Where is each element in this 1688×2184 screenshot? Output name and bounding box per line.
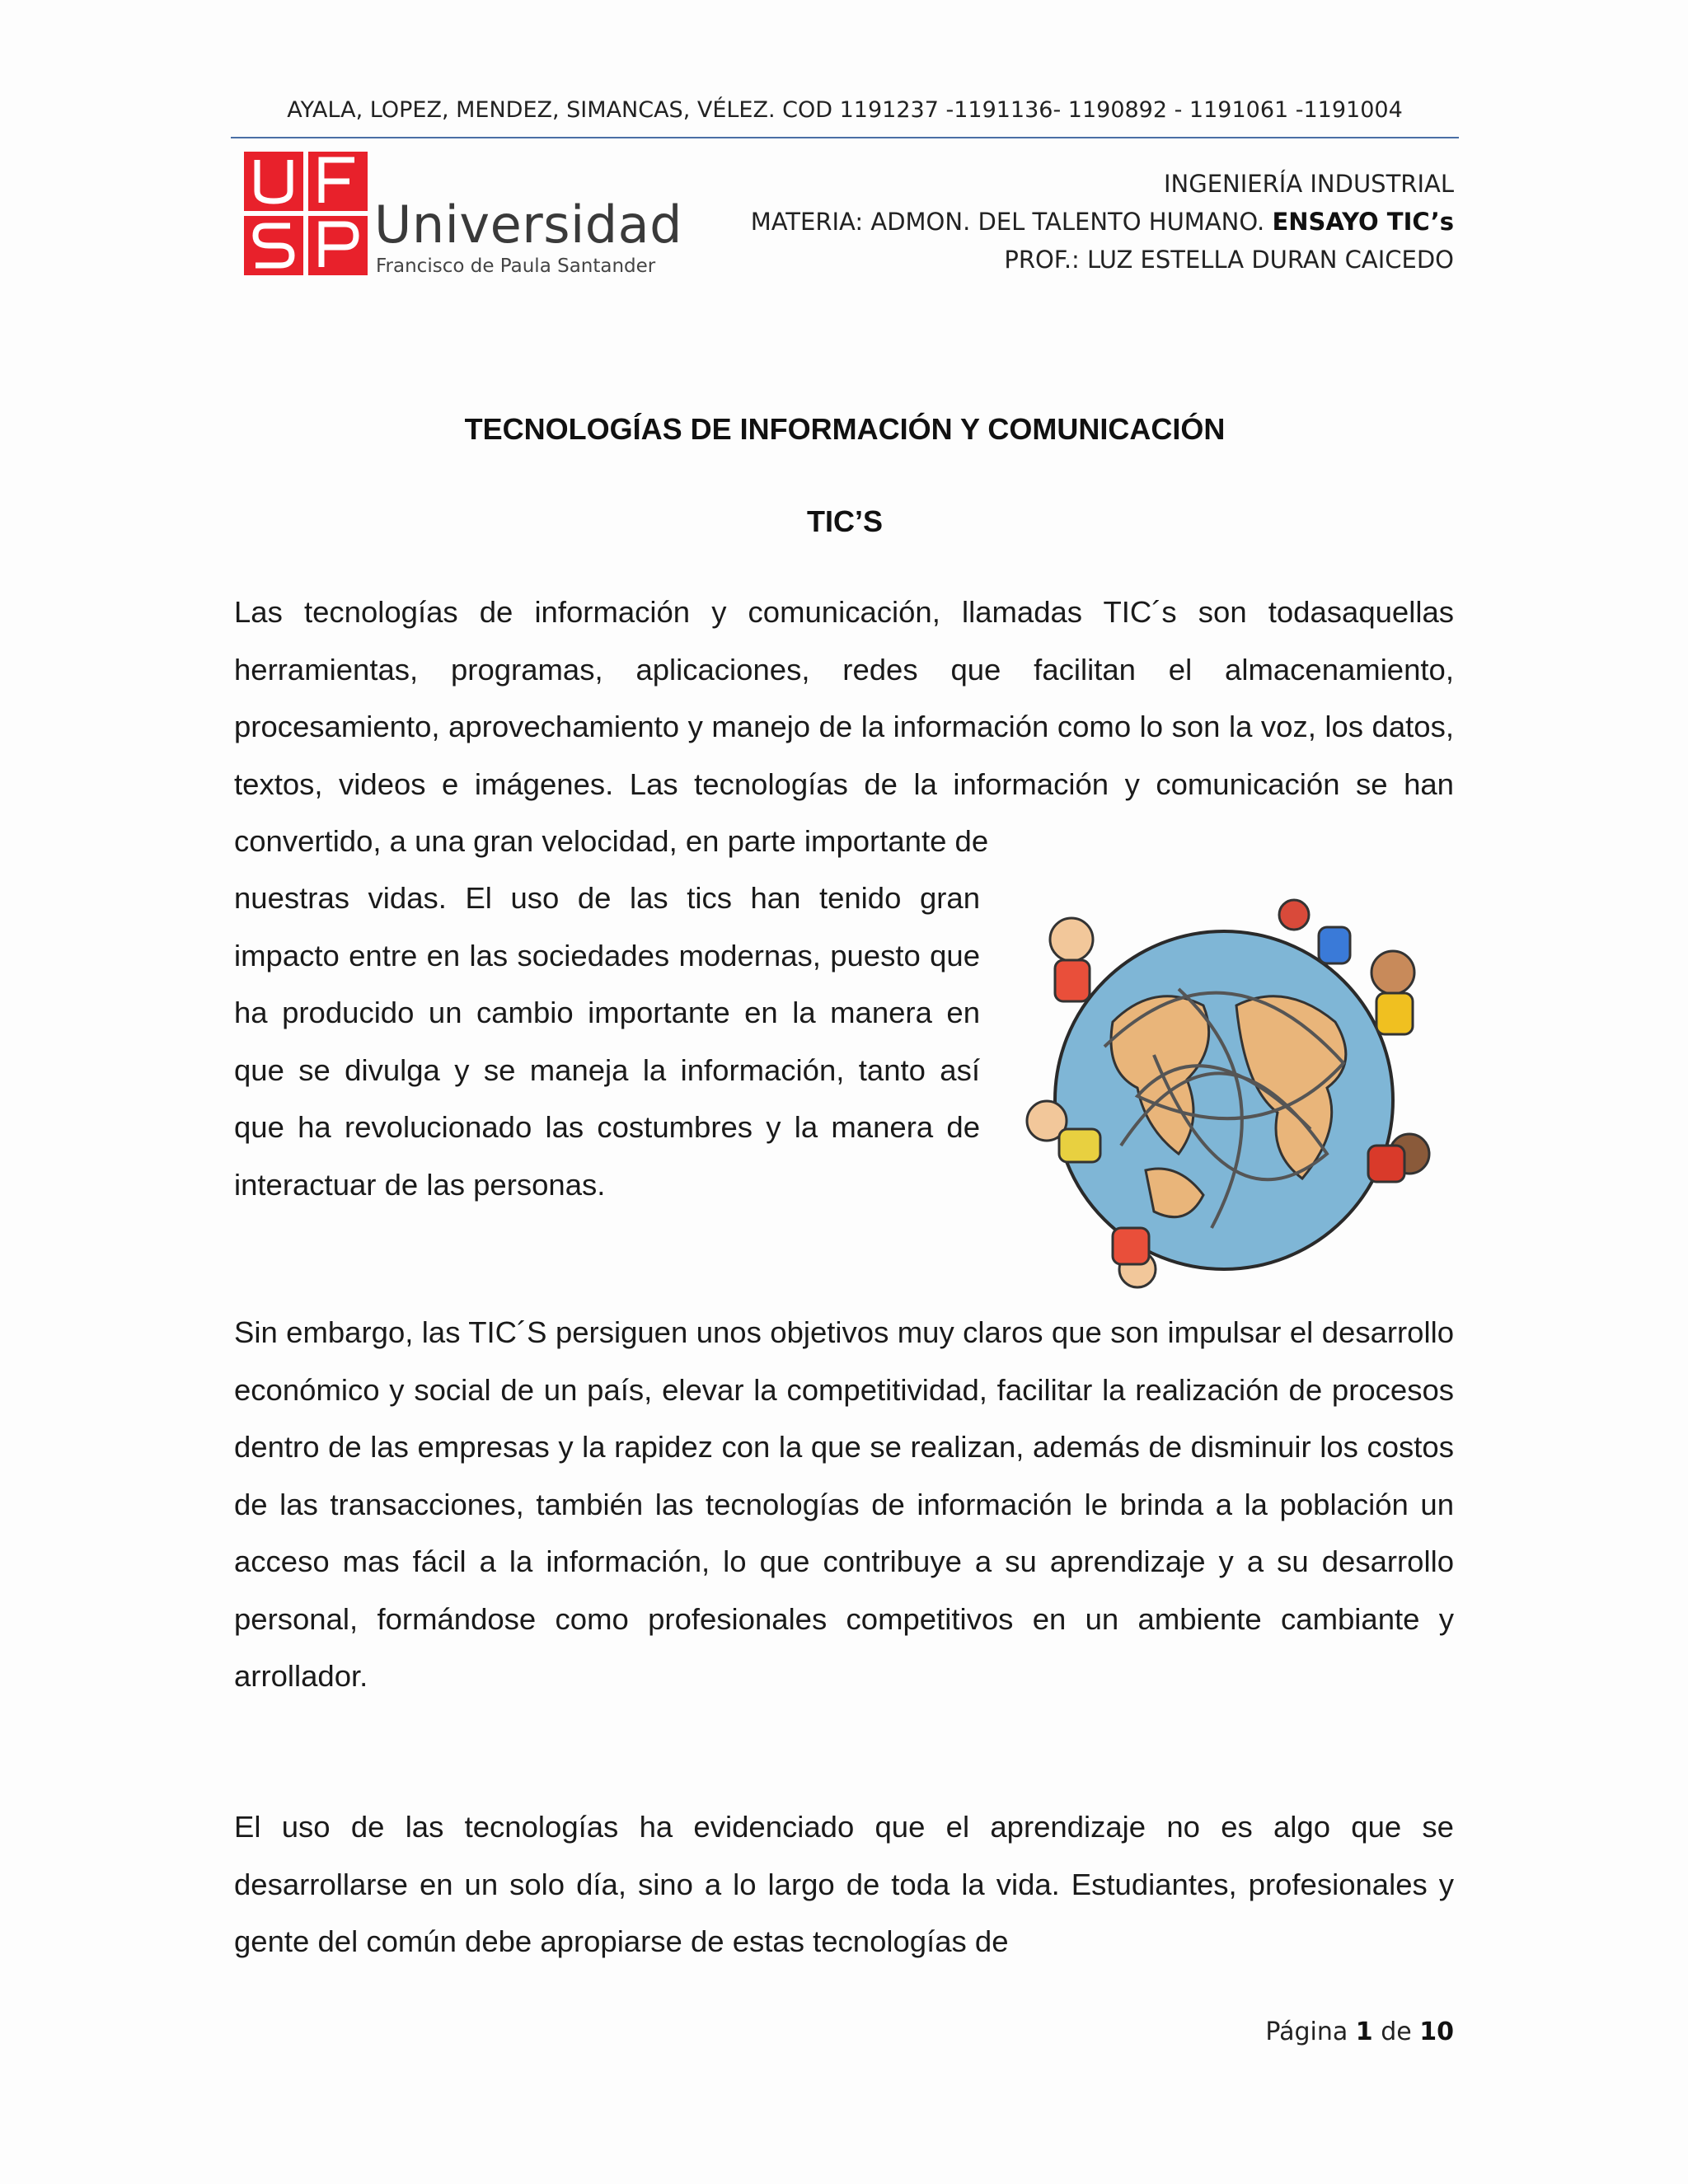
header-divider	[231, 137, 1459, 138]
course-info	[751, 165, 1454, 279]
paragraph-objectives: Sin embargo, las TIC´S persiguen unos objetivos muy claros que son impulsar el desarrollo económico y social de un país, elevar la competitividad, facilitar la realización de procesos dentro de las empresas y la rapidez con la que se realizan, además de disminuir los costos de las transacciones, también las tecnologías de información le brinda a la población un acceso mas fácil a la información, lo que contribuye a su aprendizaje y a su desarrollo personal, formándose como profesionales competitivos en un ambiente cambiante y arrollador.	[234, 1315, 1454, 1693]
course-professor: PROF.: LUZ ESTELLA DURAN CAICEDO	[1004, 246, 1454, 274]
university-logo	[244, 152, 682, 279]
paragraph-intro: Las tecnologías de información y comunicación, llamadas TIC´s son todasaquellas herramientas, programas, aplicaciones, redes que facilitan el almacenamiento, procesamiento, aprovechamiento y manejo de la información como lo son la voz, los datos, textos, videos e imágenes. Las tecnologías de la información y comunicación se han convertido, a una gran velocidad, en parte importante de	[234, 595, 1454, 858]
course-subject	[751, 203, 1454, 241]
document-title: TECNOLOGÍAS DE INFORMACIÓN Y COMUNICACIÓN	[464, 412, 1226, 446]
course-subject-label: MATERIA: ADMON. DEL TALENTO HUMANO.	[750, 208, 1273, 236]
globe-children-icon	[1014, 882, 1451, 1294]
logo-wordmark: Universidad	[374, 194, 682, 255]
course-essay-label: ENSAYO TIC’s	[1272, 208, 1454, 236]
header-authors: AYALA, LOPEZ, MENDEZ, SIMANCAS, VÉLEZ. COD 1191237 -1191136- 1190892 - 1191061 -1191004	[287, 97, 1403, 123]
paragraph-intro-wrapped: nuestras vidas. El uso de las tics han tenido gran impacto entre en las sociedades modernas, puesto que ha producido un cambio importante en la manera en que se divulga y se maneja la información, tanto así que ha revolucionado las costumbres y la manera de interactuar de las personas.	[234, 881, 980, 1202]
paragraph-learning: El uso de las tecnologías ha evidenciado que el aprendizaje no es algo que se desarrollarse en un solo día, sino a lo largo de toda la vida. Estudiantes, profesionales y gente del común debe apropiarse de estas tecnologías de	[234, 1810, 1454, 1958]
logo-subtitle: Francisco de Paula Santander	[376, 255, 656, 277]
course-program: INGENIERÍA INDUSTRIAL	[1164, 170, 1454, 198]
page-prefix: Página	[1265, 2018, 1356, 2046]
page-number	[1265, 2018, 1454, 2046]
page-separator: de	[1372, 2018, 1420, 2046]
document-subtitle: TIC’S	[806, 504, 883, 538]
ufps-logo-icon	[244, 152, 368, 275]
page-total: 10	[1419, 2018, 1454, 2046]
page-current: 1	[1355, 2018, 1373, 2046]
